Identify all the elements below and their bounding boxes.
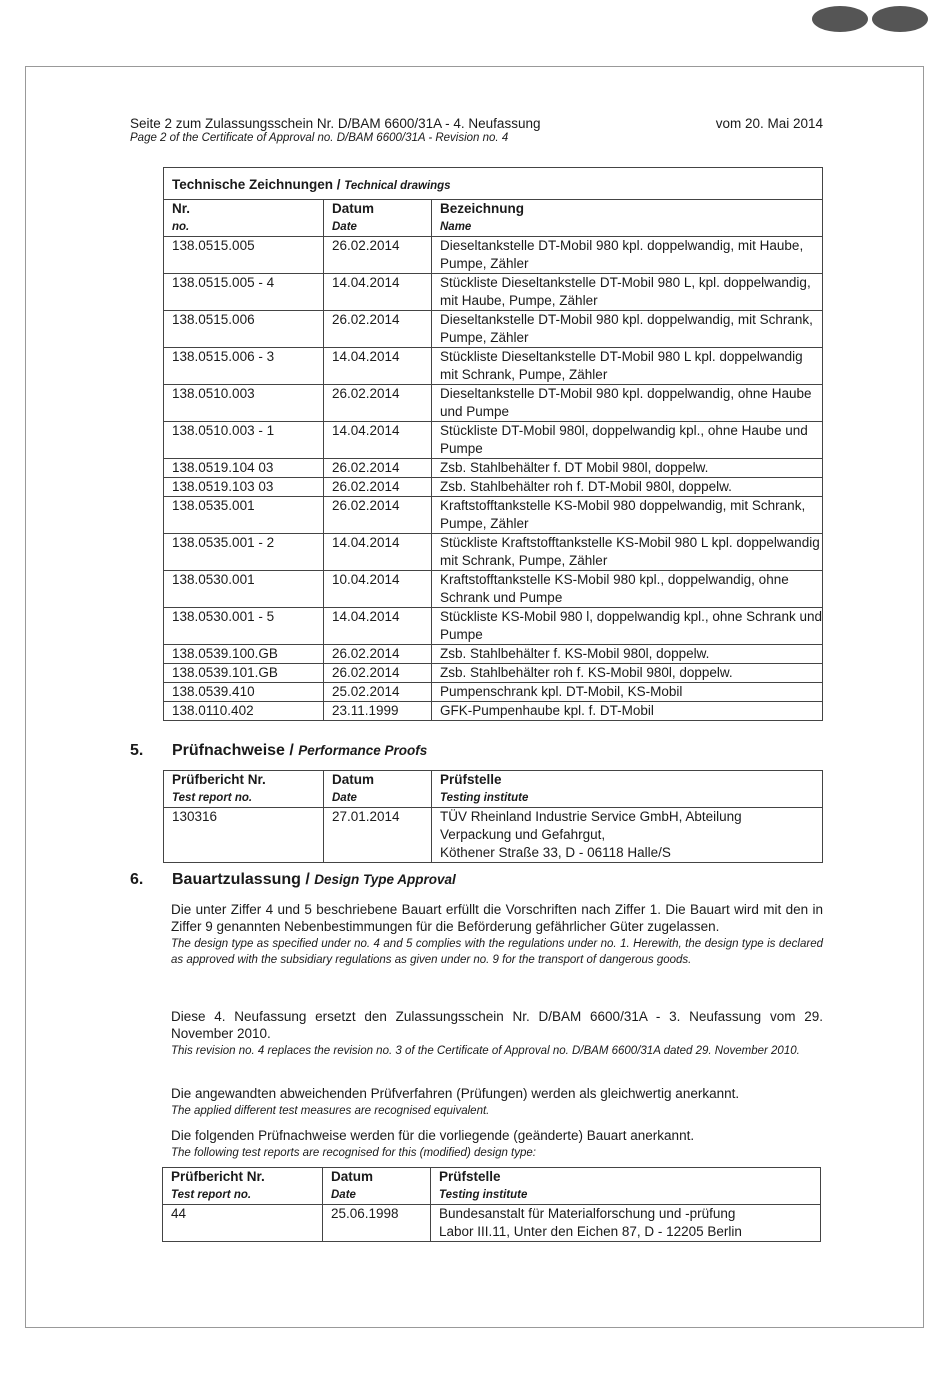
drawing-date-cell: 26.02.2014 [324, 497, 432, 534]
table-row: 130316 27.01.2014 TÜV Rheinland Industrie Service GmbH, Abteilung Verpackung und Gefahrgut, Köthener Straße 33, D - 06118 Halle/S [164, 808, 823, 863]
drawing-nr-cell: 138.0510.003 - 1 [164, 422, 324, 459]
section-6-heading: 6. Bauartzulassung / Design Type Approval [130, 871, 456, 888]
table-row [164, 683, 823, 702]
drawing-name-cell: Stückliste Dieseltankstelle DT-Mobil 980 L, kpl. doppelwandig, mit Haube, Pumpe, Zähler [432, 274, 823, 311]
drawing-date-cell: 10.04.2014 [324, 571, 432, 608]
table-row [164, 459, 823, 478]
drawing-nr-cell: 138.0510.003 [164, 385, 324, 422]
table-row [164, 348, 823, 385]
drawing-name-cell: Stückliste DT-Mobil 980l, doppelwandig kpl., ohne Haube und Pumpe [432, 422, 823, 459]
drawing-date-cell: 14.04.2014 [324, 534, 432, 571]
page-header [130, 116, 823, 144]
drawing-name-cell: Dieseltankstelle DT-Mobil 980 kpl. doppelwandig, mit Schrank, Pumpe, Zähler [432, 311, 823, 348]
drawing-name-cell: Kraftstofftankstelle KS-Mobil 980 kpl., doppelwandig, ohne Schrank und Pumpe [432, 571, 823, 608]
drawing-date-cell: 14.04.2014 [324, 422, 432, 459]
drawing-nr-cell: 138.0515.005 [164, 237, 324, 274]
drawing-date-cell: 14.04.2014 [324, 608, 432, 645]
drawing-name-cell: Stückliste KS-Mobil 980 l, doppelwandig kpl., ohne Schrank und Pumpe [432, 608, 823, 645]
table-row [164, 534, 823, 571]
drawing-name-cell: Dieseltankstelle DT-Mobil 980 kpl. doppelwandig, mit Haube, Pumpe, Zähler [432, 237, 823, 274]
drawing-date-cell: 26.02.2014 [324, 311, 432, 348]
table-row [164, 702, 823, 721]
table-row [164, 664, 823, 683]
table-row: 44 25.06.1998 Bundesanstalt für Materialforschung und -prüfung Labor III.11, Unter den Eichen 87, D - 12205 Berlin [163, 1205, 821, 1242]
header-date: vom 20. Mai 2014 [715, 116, 823, 131]
drawing-name-cell: GFK-Pumpenhaube kpl. f. DT-Mobil [432, 702, 823, 721]
drawing-nr-cell: 138.0539.101.GB [164, 664, 324, 683]
drawing-date-cell: 23.11.1999 [324, 702, 432, 721]
drawing-nr-cell: 138.0539.100.GB [164, 645, 324, 664]
table-row [164, 497, 823, 534]
drawing-name-cell: Kraftstofftankstelle KS-Mobil 980 doppelwandig, mit Schrank, Pumpe, Zähler [432, 497, 823, 534]
drawing-name-cell: Dieseltankstelle DT-Mobil 980 kpl. doppelwandig, ohne Haube und Pumpe [432, 385, 823, 422]
drawing-nr-cell: 138.0515.006 - 3 [164, 348, 324, 385]
drawing-nr-cell: 138.0530.001 [164, 571, 324, 608]
drawing-name-cell: Stückliste Dieseltankstelle DT-Mobil 980 L kpl. doppelwandig mit Schrank, Pumpe, Zähler [432, 348, 823, 385]
drawing-date-cell: 26.02.2014 [324, 645, 432, 664]
table-row [164, 478, 823, 497]
approval-paragraph-1: Die unter Ziffer 4 und 5 beschriebene Bauart erfüllt die Vorschriften nach Ziffer 1. Die Bauart wird mit den in Ziffer 9 genannten Nebenbestimmungen für die Beförderung gefährlicher Güter zugelassen. The design type as specified under no. 4 and 5 complies with the regulations under no. 1. Herewith, the design type is declared as approved with the subsidiary regulations as given under no. 9 for the transport of dangerous goods. [171, 902, 823, 966]
drawing-date-cell: 26.02.2014 [324, 478, 432, 497]
drawings-caption: Technische Zeichnungen / Technical drawings [164, 168, 823, 200]
drawing-name-cell: Zsb. Stahlbehälter roh f. KS-Mobil 980l, doppelw. [432, 664, 823, 683]
drawing-nr-cell: 138.0530.001 - 5 [164, 608, 324, 645]
approval-paragraph-2: Diese 4. Neufassung ersetzt den Zulassungsschein Nr. D/BAM 6600/31A - 3. Neufassung vom 29. November 2010. This revision no. 4 replaces the revision no. 3 of the Certificate of Approval no. D/BAM 6600/31A dated 29. November 2010. [171, 1009, 823, 1057]
drawing-nr-cell: 138.0515.006 [164, 311, 324, 348]
table-row [164, 608, 823, 645]
header-title-en: Page 2 of the Certificate of Approval no. D/BAM 6600/31A - Revision no. 4 [130, 132, 509, 144]
drawing-name-cell: Pumpenschrank kpl. DT-Mobil, KS-Mobil [432, 683, 823, 702]
reports-header-row: Prüfbericht Nr. Test report no. Datum Date Prüfstelle Testing institute [163, 1168, 821, 1205]
table-row [164, 311, 823, 348]
drawing-name-cell: Zsb. Stahlbehälter f. KS-Mobil 980l, doppelw. [432, 645, 823, 664]
drawing-nr-cell: 138.0535.001 - 2 [164, 534, 324, 571]
drawing-date-cell: 26.02.2014 [324, 664, 432, 683]
drawing-date-cell: 26.02.2014 [324, 459, 432, 478]
drawing-name-cell: Stückliste Kraftstofftankstelle KS-Mobil 980 L kpl. doppelwandig mit Schrank, Pumpe, Zähler [432, 534, 823, 571]
drawing-date-cell: 14.04.2014 [324, 348, 432, 385]
section-5-heading: 5. Prüfnachweise / Performance Proofs [130, 742, 428, 759]
approval-paragraph-3: Die angewandten abweichenden Prüfverfahren (Prüfungen) werden als gleichwertig anerkannt. The applied different test measures are recognised equivalent. [171, 1086, 740, 1117]
proofs-header-row: Prüfbericht Nr. Test report no. Datum Date Prüfstelle Testing institute [164, 771, 823, 808]
table-row [164, 571, 823, 608]
marker-oval [812, 6, 868, 32]
drawing-date-cell: 25.02.2014 [324, 683, 432, 702]
recognised-reports-table [162, 1167, 821, 1242]
drawings-header-row: Nr. no. Datum Date Bezeichnung Name [164, 200, 823, 237]
drawing-date-cell: 26.02.2014 [324, 385, 432, 422]
performance-proofs-table [163, 770, 823, 863]
drawing-nr-cell: 138.0519.104 03 [164, 459, 324, 478]
table-row [164, 237, 823, 274]
header-title: Seite 2 zum Zulassungsschein Nr. D/BAM 6600/31A - 4. Neufassung [130, 116, 541, 131]
table-row [164, 422, 823, 459]
drawing-date-cell: 14.04.2014 [324, 274, 432, 311]
drawing-nr-cell: 138.0535.001 [164, 497, 324, 534]
drawing-name-cell: Zsb. Stahlbehälter roh f. DT-Mobil 980l, doppelw. [432, 478, 823, 497]
table-row [164, 645, 823, 664]
marker-oval [872, 6, 928, 32]
drawing-nr-cell: 138.0515.005 - 4 [164, 274, 324, 311]
drawing-nr-cell: 138.0519.103 03 [164, 478, 324, 497]
drawing-name-cell: Zsb. Stahlbehälter f. DT Mobil 980l, doppelw. [432, 459, 823, 478]
approval-paragraph-4: Die folgenden Prüfnachweise werden für die vorliegende (geänderte) Bauart anerkannt. The following test reports are recognised for this (modified) design type: [171, 1128, 695, 1159]
drawings-table [163, 167, 823, 721]
table-row [164, 274, 823, 311]
table-row [164, 385, 823, 422]
drawing-nr-cell: 138.0110.402 [164, 702, 324, 721]
page-marker-ovals [812, 6, 928, 32]
drawing-date-cell: 26.02.2014 [324, 237, 432, 274]
drawing-nr-cell: 138.0539.410 [164, 683, 324, 702]
